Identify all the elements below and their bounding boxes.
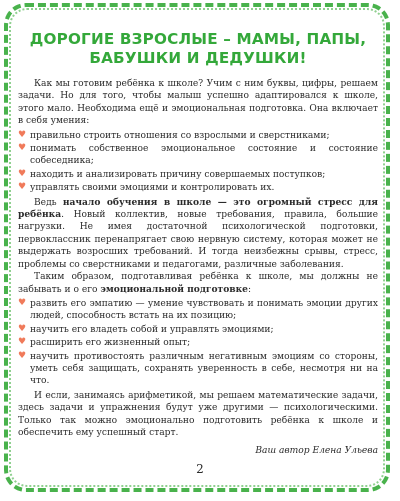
conclusion-paragraph [18,271,378,296]
heart-icon: ♥ [18,182,27,193]
heart-icon: ♥ [18,350,27,361]
list-item-text: правильно строить отношения со взрослыми и сверстниками; [30,130,330,141]
list-item [18,324,378,336]
list-item [18,130,378,142]
stress-emphasis: начало обучения в школе — это огромный стресс для ребёнка [18,196,378,221]
conclusion-emphasis: эмоциональной подготовке [100,283,248,295]
page-number: 2 [196,462,204,476]
list-item [18,182,378,194]
stress-lead: Ведь [34,197,63,208]
list-item-text: научить противостоять различным негативным эмоциям со стороны, уметь себя защищать, сохранять уверенность в себе, несмотря ни на что. [30,351,378,387]
list-item-text: понимать собственное эмоциональное состояние и состояние собеседника; [30,144,378,167]
page-content [18,30,378,457]
heart-icon: ♥ [18,168,27,179]
goals-list [18,298,378,388]
stress-paragraph [18,197,378,271]
list-item-text: находить и анализировать причину совершаемых поступков; [30,169,326,180]
title-line-1: ДОРОГИЕ ВЗРОСЛЫЕ – МАМЫ, ПАПЫ, [29,30,367,48]
heart-icon: ♥ [18,129,27,140]
page-title [18,30,378,68]
heart-icon: ♥ [18,337,27,348]
skills-list [18,130,378,195]
author-signature: Ваш автор Елена Ульева [255,446,378,457]
list-item-text: управлять своими эмоциями и контролировать их. [30,183,275,194]
list-item-text: развить его эмпатию — умение чувствовать и понимать эмоции других людей, способность встать на их позицию; [30,298,378,322]
heart-icon: ♥ [18,323,27,334]
title-line-2: БАБУШКИ И ДЕДУШКИ! [89,49,307,67]
heart-icon: ♥ [18,297,27,308]
list-item [18,298,378,323]
list-item-text: расширить его жизненный опыт; [30,338,191,349]
stress-rest: . Новый коллектив, новые требования, правила, большие нагрузки. Не имея достаточной психологической подготовки, первоклассник перенапрягает свою нервную систему, которая может не выдержать возросших требований. И тогда неизбежны срывы, стресс, проблемы со сверстниками и педагогами, различные заболевания. [18,210,378,270]
list-item [18,169,378,181]
heart-icon: ♥ [18,143,27,154]
conclusion-lead: Таким образом, подготавливая ребёнка к школе, мы должны не забывать и о его [18,272,378,295]
intro-paragraph: Как мы готовим ребёнка к школе? Учим с ним буквы, цифры, решаем задачи. Но для того, чтобы малыш успешно адаптировался к школе, этого мало. Необходима ещё и эмоциональная подготовка. Она включает в себя умения: [18,79,378,127]
list-item [18,143,378,168]
list-item [18,337,378,349]
conclusion-rest: : [247,284,252,295]
closing-paragraph: И если, занимаясь арифметикой, мы решаем математические задачи, здесь задачи и упражнения будут уже другими — психологическими. Только так можно эмоционально подготовить ребёнка к школе и обеспечить ему успешный старт. [18,390,378,438]
list-item-text: научить его владеть собой и управлять эмоциями; [30,324,274,335]
list-item [18,351,378,388]
